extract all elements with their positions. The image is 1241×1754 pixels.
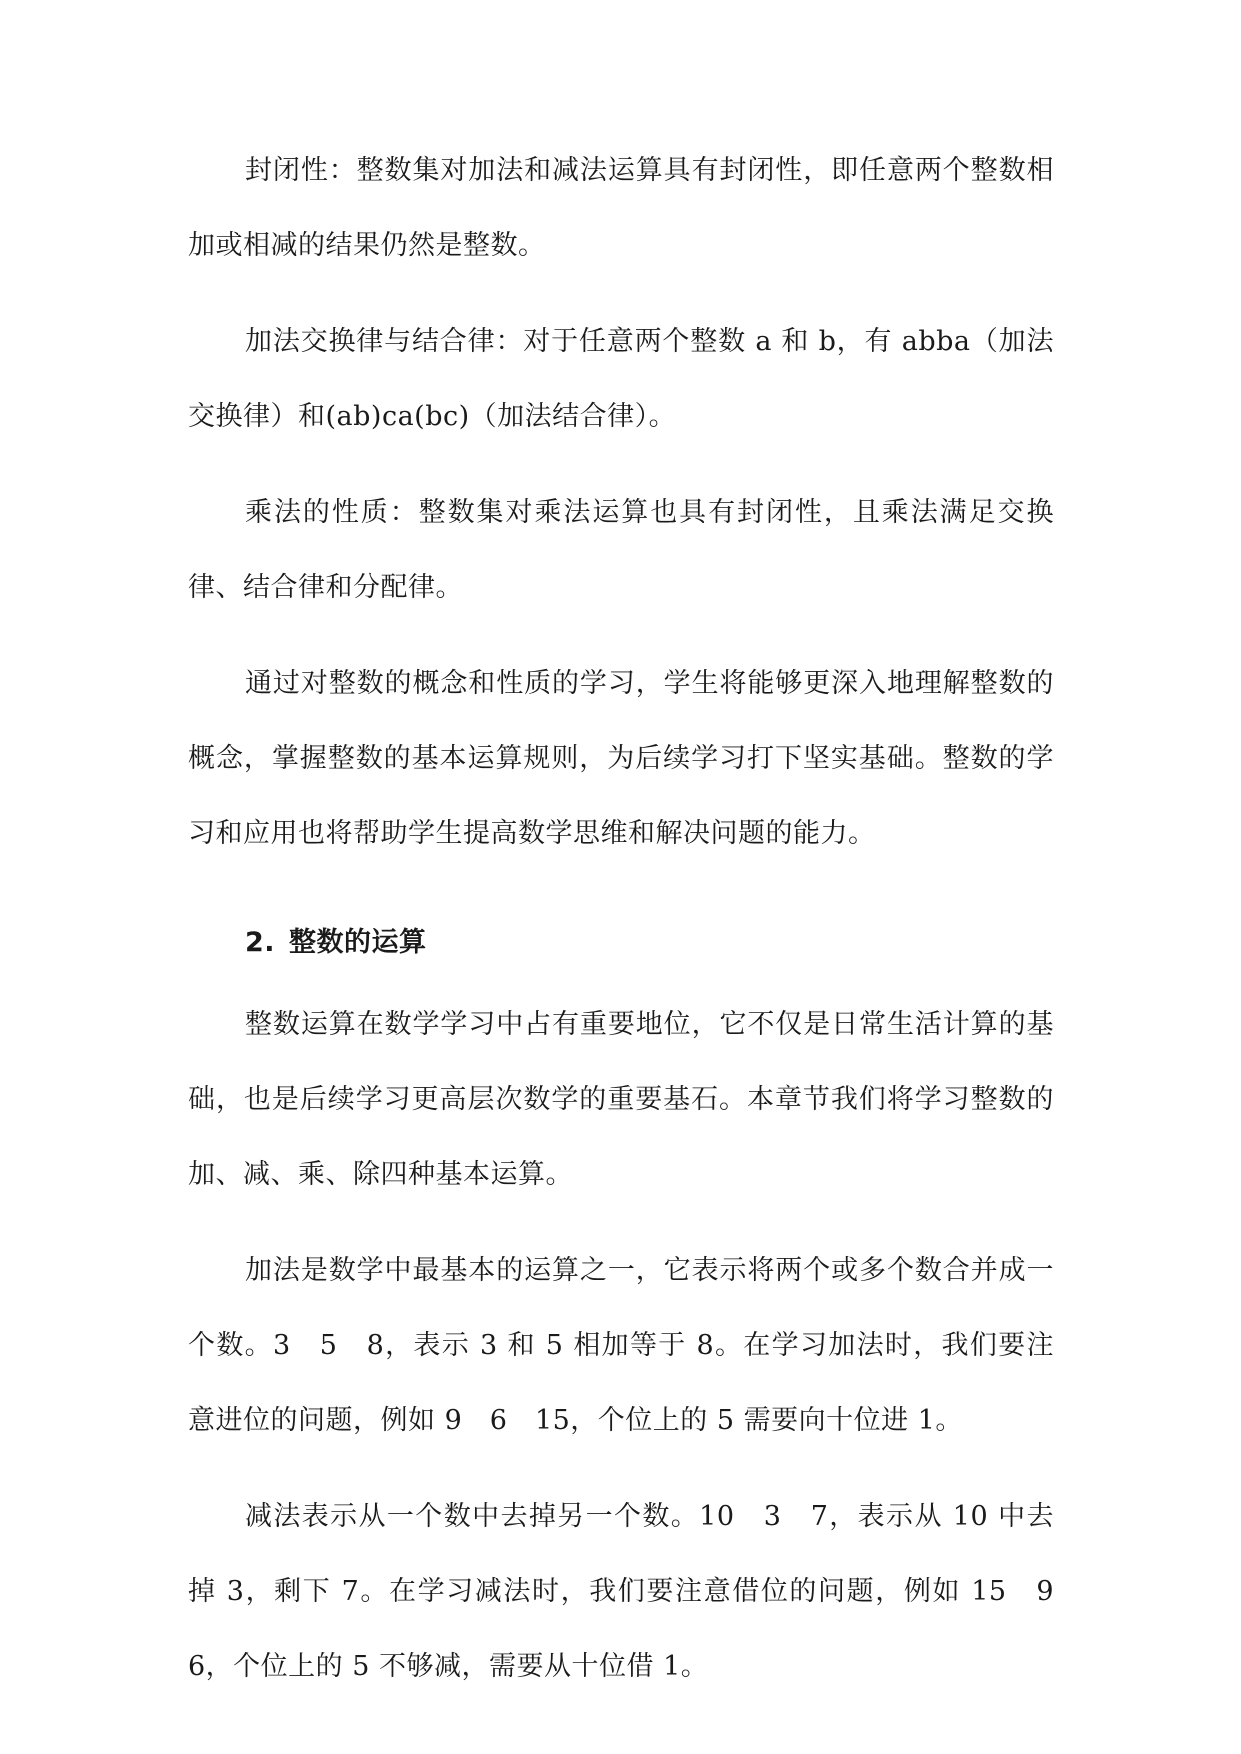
paragraph-operations-intro: 整数运算在数学学习中占有重要地位，它不仅是日常生活计算的基础，也是后续学习更高层次数学的重要基石。本章节我们将学习整数的加、减、乘、除四种基本运算。	[188, 1009, 1054, 1190]
section-title: 整数的运算	[289, 927, 427, 958]
paragraph-multiplication-properties: 乘法的性质：整数集对乘法运算也具有封闭性，且乘法满足交换律、结合律和分配律。	[188, 497, 1054, 603]
paragraph-commutative-associative: 加法交换律与结合律：对于任意两个整数 a 和 b，有 abba（加法交换律）和(ab)ca(bc)（加法结合律）。	[188, 326, 1054, 432]
paragraph-closure: 封闭性：整数集对加法和减法运算具有封闭性，即任意两个整数相加或相减的结果仍然是整数。	[188, 155, 1054, 261]
section-number: 2.	[245, 927, 276, 958]
section-heading	[188, 913, 1054, 973]
paragraph-addition: 加法是数学中最基本的运算之一，它表示将两个或多个数合并成一个数。3 5 8，表示 3 和 5 相加等于 8。在学习加法时，我们要注意进位的问题，例如 9 6 15，个位上的 5 需要向十位进 1。	[188, 1255, 1054, 1436]
document-body	[188, 133, 1082, 1725]
paragraph-summary: 通过对整数的概念和性质的学习，学生将能够更深入地理解整数的概念，掌握整数的基本运算规则，为后续学习打下坚实基础。整数的学习和应用也将帮助学生提高数学思维和解决问题的能力。	[188, 668, 1054, 849]
paragraph-subtraction: 减法表示从一个数中去掉另一个数。10 3 7，表示从 10 中去掉 3，剩下 7。在学习减法时，我们要注意借位的问题，例如 15 9 6，个位上的 5 不够减，需要从十位借 1。	[188, 1501, 1082, 1682]
